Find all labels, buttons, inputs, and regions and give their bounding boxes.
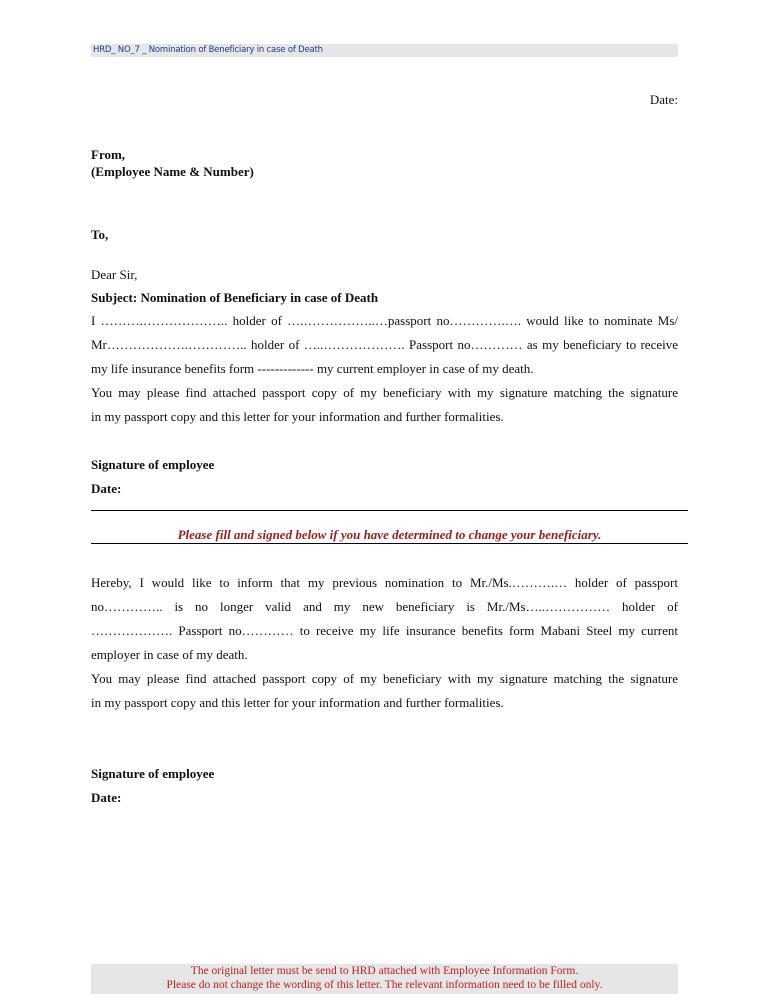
change-line-3: ………………. Passport no………… to receive my life insurance benefits form Mabani Steel my current [91, 623, 678, 638]
to-label: To, [91, 227, 109, 242]
change-line-6: in my passport copy and this letter for your information and further formalities. [91, 695, 504, 710]
from-detail: (Employee Name & Number) [91, 164, 254, 179]
footer-note-line-1: The original letter must be send to HRD attached with Employee Information Form. [190, 965, 579, 977]
signature-label: Signature of employee [91, 457, 215, 472]
change-beneficiary-note: Please fill and signed below if you have determined to change your beneficiary. [177, 527, 602, 542]
change-signature-label: Signature of employee [91, 766, 215, 781]
document-header-title: HRD_ NO_7 _ Nomination of Beneficiary in case of Death [93, 45, 323, 55]
nomination-line-3: my life insurance benefits form ------------- my current employer in case of my death. [91, 361, 534, 376]
change-signature-date-label: Date: [91, 790, 122, 805]
salutation: Dear Sir, [91, 267, 138, 282]
nomination-line-5: in my passport copy and this letter for your information and further formalities. [91, 409, 504, 424]
subject-line: Subject: Nomination of Beneficiary in case of Death [91, 290, 379, 305]
change-line-5: You may please find attached passport copy of my beneficiary with my signature matching the signature [91, 671, 678, 686]
nomination-line-2: Mr……………….………….. holder of …..………………. Passport no………… as my beneficiary to receive [91, 337, 678, 352]
section-divider-top [91, 510, 688, 511]
letter-date-label: Date: [649, 92, 678, 107]
footer-note-line-2: Please do not change the wording of this letter. The relevant information need to be filled only. [166, 979, 603, 991]
change-line-4: employer in case of my death. [91, 647, 248, 662]
from-label: From, [91, 147, 126, 162]
section-divider-bottom [91, 543, 688, 544]
change-line-2: no………….. is no longer valid and my new beneficiary is Mr./Ms…..…………… holder of [91, 599, 678, 614]
nomination-line-1: I ……….……………….. holder of ….……………..…passport no………….…. would like to nominate Ms/ [91, 313, 678, 328]
change-line-1: Hereby, I would like to inform that my previous nomination to Mr./Ms.……….… holder of passport [91, 575, 678, 590]
nomination-line-4: You may please find attached passport copy of my beneficiary with my signature matching the signature [91, 385, 678, 400]
signature-date-label: Date: [91, 481, 122, 496]
